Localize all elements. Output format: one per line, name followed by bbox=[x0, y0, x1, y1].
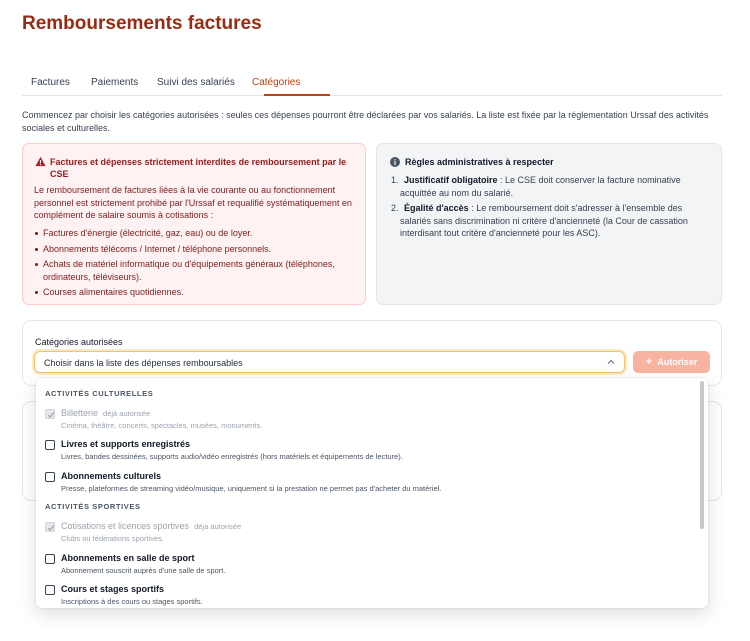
option-livres[interactable]: Livres et supports enregistrés Livres, bandes dessinées, supports audio/vidéo enregistrés (hors matériels et équipements de lecture). bbox=[36, 437, 696, 467]
checkbox[interactable] bbox=[45, 440, 55, 450]
tab-categories[interactable]: Catégories bbox=[252, 77, 301, 88]
option-cours-stages[interactable]: Cours et stages sportifs Inscriptions à des cours ou stages sportifs. bbox=[36, 582, 696, 608]
active-tab-indicator bbox=[264, 94, 330, 96]
chevron-up-icon bbox=[607, 358, 615, 366]
check-icon bbox=[47, 411, 55, 419]
option-salle-de-sport[interactable]: Abonnements en salle de sport Abonnement souscrit auprès d'une salle de sport. bbox=[36, 551, 696, 581]
category-dropdown bbox=[36, 378, 708, 608]
option-abonnements-culturels[interactable]: Abonnements culturels Presse, plateformes de streaming vidéo/musique, uniquement si la prestation ne permet pas d'acheter du matériel. bbox=[36, 469, 696, 499]
category-select[interactable] bbox=[34, 351, 625, 373]
checkbox bbox=[45, 409, 55, 419]
rules-title: Règles administratives à respecter bbox=[405, 157, 554, 167]
list-item: 2. Égalité d'accès : Le remboursement doit s'adresser à l'ensemble des salariés sans discrimination ni critère d'ancienneté (la Cour de cassation interdisant tout critère d'ancienneté pour les ASC). bbox=[391, 203, 688, 238]
group-header-sport: ACTIVITÉS SPORTIVES bbox=[45, 502, 141, 511]
tab-paiements[interactable]: Paiements bbox=[91, 77, 139, 88]
checkbox[interactable] bbox=[45, 472, 55, 482]
list-item: Abonnements télécoms / Internet / téléphone personnels. bbox=[34, 243, 356, 256]
intro-text: Commencez par choisir les catégories autorisées : seules ces dépenses pourront être déclarées par vos salariés. La liste est fixée par la réglementation Urssaf des activités sociales et culturelles. bbox=[22, 110, 709, 133]
page-title: Remboursements factures bbox=[22, 13, 262, 34]
check-icon bbox=[47, 524, 55, 532]
option-cotisations-licences: Cotisations et licences sportives déjà autorisée Clubs ou fédérations sportives. bbox=[36, 519, 696, 549]
forbidden-list bbox=[34, 227, 356, 302]
option-billetterie: Billetterie déjà autorisée Cinéma, théâtre, concerts, spectacles, musées, monuments. bbox=[36, 406, 696, 436]
alert-title: Factures et dépenses strictement interdites de remboursement par le CSE bbox=[50, 157, 347, 179]
info-icon bbox=[390, 157, 400, 167]
group-header-culture: ACTIVITÉS CULTURELLES bbox=[45, 389, 154, 398]
forbidden-expenses-alert bbox=[22, 143, 366, 305]
tab-factures[interactable]: Factures bbox=[31, 77, 70, 88]
list-item: Factures d'énergie (électricité, gaz, eau) ou de loyer. bbox=[34, 227, 356, 240]
plus-icon: + bbox=[645, 356, 653, 368]
checkbox bbox=[45, 522, 55, 532]
list-item: Achats de matériel informatique ou d'équipements généraux (téléphones, ordinateurs, téléviseurs). bbox=[34, 258, 356, 283]
dropdown-scrollbar[interactable] bbox=[700, 381, 704, 529]
warning-icon bbox=[35, 156, 46, 167]
checkbox[interactable] bbox=[45, 585, 55, 595]
tab-suivi-salaries[interactable]: Suivi des salariés bbox=[157, 77, 235, 88]
checkbox[interactable] bbox=[45, 554, 55, 564]
authorized-categories-card bbox=[22, 320, 722, 386]
rules-list bbox=[391, 174, 713, 243]
already-badge: déjà autorisée bbox=[103, 409, 151, 418]
admin-rules-panel bbox=[376, 143, 722, 305]
categories-label: Catégories autorisées bbox=[35, 337, 123, 347]
list-item: 1. Justificatif obligatoire : Le CSE doit conserver la facture nominative acquittée au nom du salarié. bbox=[391, 175, 681, 198]
already-badge: déjà autorisée bbox=[194, 522, 242, 531]
authorize-button[interactable]: + Autoriser bbox=[633, 351, 710, 373]
list-item: Courses alimentaires quotidiennes. bbox=[34, 286, 356, 299]
select-placeholder: Choisir dans la liste des dépenses remboursables bbox=[44, 358, 243, 368]
alert-text: Le remboursement de factures liées à la vie courante ou au fonctionnement personnel est strictement prohibé par l'Urssaf et requalifié systématiquement en complément de salaire soumis à cotisations : bbox=[34, 185, 352, 220]
tab-bar bbox=[22, 73, 722, 96]
